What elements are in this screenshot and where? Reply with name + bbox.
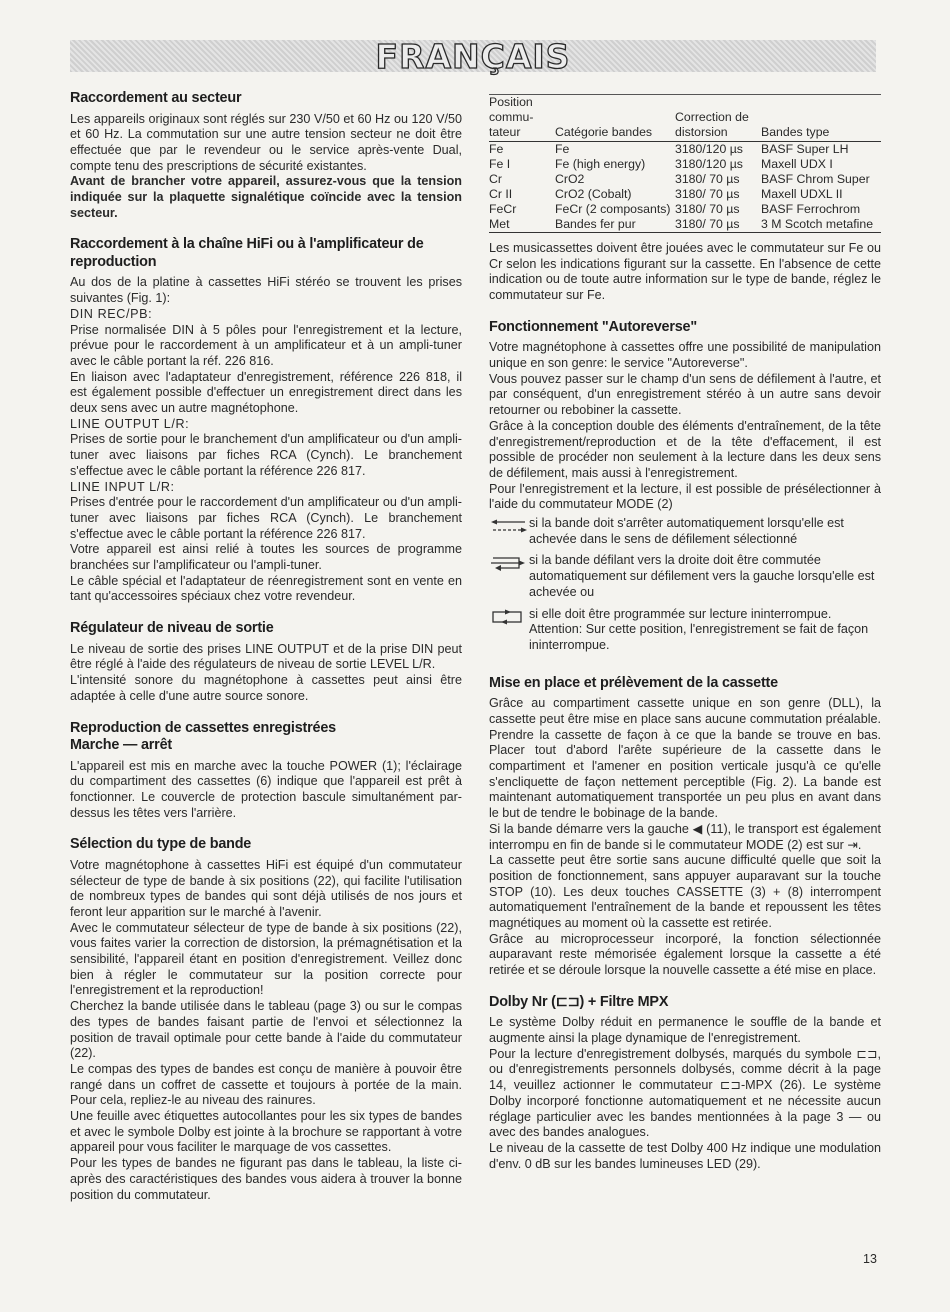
cell-categorie: FeCr (2 composants) — [555, 202, 671, 216]
col-header-categorie: Catégorie bandes — [555, 95, 675, 142]
paragraph: Pour l'enregistrement et la lecture, il est possible de présélectionner à l'aide du commutateur MODE (2) — [489, 481, 881, 512]
cell-categorie: CrO2 (Cobalt) — [555, 187, 632, 201]
cell-categorie: Fe — [555, 142, 570, 156]
heading-reproduction: Reproduction de cassettes enregistrées — [70, 719, 336, 736]
reverse-once-icon — [489, 555, 529, 571]
paragraph: Vous pouvez passer sur le champ d'un sens de défilement à l'autre, et par conséquent, d'un enregistrement stéréo à un autre sans devoir retourner ou rebobiner la cassette. — [489, 371, 881, 418]
mode-option-text: si la bande défilant vers la droite doit être commutée automatiquement sur défilement vers la gauche lorsqu'elle est achevée ou — [529, 553, 875, 599]
cell-position: Met — [489, 217, 555, 233]
continuous-loop-icon — [489, 609, 529, 625]
paragraph: Votre appareil est ainsi relié à toutes les sources de programme branchées sur l'amplificateur ou l'ampli-tuner. — [70, 542, 462, 573]
paragraph: Les musicassettes doivent être jouées avec le commutateur sur Fe ou Cr selon les indications figurant sur la cassette. En l'absence de cette indication ou de toute autre information sur le type de bande, réglez le commutateur sur Fe. — [489, 241, 881, 303]
paragraph: Si la bande démarre vers la gauche ◀ (11), le transport est également interrompu en fin de bande si le commutateur MODE (2) est sur ⇥. — [489, 821, 881, 852]
cell-bandes-type: 3 M Scotch metafine — [761, 217, 881, 233]
paragraph: Le niveau de la cassette de test Dolby 400 Hz indique une modulation d'env. 0 dB sur les bandes lumineuses LED (29). — [489, 1140, 881, 1171]
cell-bandes-type: BASF Super LH — [761, 142, 849, 156]
cell-correction: 3180/ 70 µs — [675, 202, 740, 216]
heading-mise-en-place: Mise en place et prélèvement de la cassette — [489, 674, 778, 691]
subheading-marche-arret: Marche — arrêt — [70, 737, 172, 753]
title-banner — [70, 37, 876, 76]
cell-correction: 3180/ 70 µs — [675, 217, 761, 233]
table-row — [489, 142, 881, 158]
paragraph: Les appareils originaux sont réglés sur 230 V/50 et 60 Hz ou 120 V/50 et 60 Hz. La commutation sur une autre tension secteur ne doit être effectuée que par le revendeur ou le service après-vente Dual, compte tenu des prescriptions de sécurité existantes. — [70, 111, 462, 173]
cell-categorie: Fe (high energy) — [555, 157, 646, 171]
page-number: 13 — [863, 1252, 877, 1266]
paragraph: Grâce à la conception double des éléments d'entraînement, de la tête d'enregistrement/reproduction et de la tête d'effacement, il est possible de procéder non seulement à la lecture dans les deux sens de défilement, mais aussi à l'enregistrement. — [489, 418, 881, 480]
cell-correction: 3180/ 70 µs — [675, 172, 740, 186]
page-title: FRANÇAIS — [375, 37, 571, 76]
heading-dolby: Dolby Nr (⊏⊐) + Filtre MPX — [489, 993, 669, 1010]
paragraph: Le niveau de sortie des prises LINE OUTPUT et de la prise DIN peut être réglé à l'aide des régulateurs de niveau de sortie LEVEL L/R. — [70, 641, 462, 672]
heading-raccordement-secteur: Raccordement au secteur — [70, 90, 242, 106]
table-row — [489, 172, 881, 187]
heading-selection: Sélection du type de bande — [70, 836, 252, 853]
line-output-label: LINE OUTPUT L/R: — [70, 416, 190, 431]
cell-bandes-type: Maxell UDXL II — [761, 187, 843, 201]
table-row — [489, 202, 881, 217]
heading-regulateur: Régulateur de niveau de sortie — [70, 620, 274, 637]
cell-bandes-type: BASF Ferrochrom — [761, 202, 861, 216]
cell-position: Fe I — [489, 157, 511, 171]
paragraph: Prises de sortie pour le branchement d'un amplificateur ou d'un ampli-tuner avec liaisons par fiches RCA (Cynch). Le branchement s'effectue avec le câble portant la référence 226 817. — [70, 432, 462, 478]
paragraph: L'intensité sonore du magnétophone à cassettes peut ainsi être adaptée à celle d'une autre source sonore. — [70, 673, 462, 703]
paragraph: Votre magnétophone à cassettes offre une possibilité de manipulation unique en son genre: le service "Autoreverse". — [489, 340, 881, 371]
table-row — [489, 157, 881, 172]
cell-correction: 3180/120 µs — [675, 157, 743, 171]
paragraph: Le système Dolby réduit en permanence le souffle de la bande et augmente ainsi la plage dynamique de l'enregistrement. — [489, 1015, 881, 1046]
table-header-row — [489, 95, 881, 142]
col-header-position: Position commu- tateur — [489, 95, 555, 142]
cell-categorie: Bandes fer pur — [555, 217, 675, 233]
din-label: DIN REC/PB: — [70, 306, 153, 321]
one-way-arrows-icon — [489, 518, 529, 534]
heading-autoreverse: Fonctionnement "Autoreverse" — [489, 318, 697, 335]
paragraph: Avec le commutateur sélecteur de type de bande à six positions (22), vous faites varier la correction de distorsion, la prémagnétisation et la sensibilité, l'appareil étant en position d'enregistrement. Veillez donc bien à régler le commutateur sur la position correcte pour l'enregistrement et la reproduction! — [70, 920, 462, 998]
table-row — [489, 187, 881, 202]
paragraph: Pour la lecture d'enregistrement dolbysés, marqués du symbole ⊏⊐, ou d'enregistrements personnels dolbysés, comme décrit à la page 14, veuillez actionner le commutateur ⊏⊐-MPX (26). Le système Dolby incorporé fonctionne automatiquement et ne nécessite aucun réglage particulier avec les bandes mentionnées à la page 3 — ou avec des bandes analogues. — [489, 1046, 881, 1140]
mode-option-stop — [489, 516, 881, 547]
cell-bandes-type: Maxell UDX I — [761, 157, 833, 171]
right-column — [489, 94, 881, 1172]
tape-type-table — [489, 94, 881, 233]
warning-paragraph: Avant de brancher votre appareil, assurez-vous que la tension indiquée sur la plaquette signalétique coïncide avec la tension secteur. — [70, 174, 462, 220]
paragraph: Au dos de la platine à cassettes HiFi stéréo se trouvent les prises suivantes (Fig. 1): — [70, 275, 462, 306]
paragraph: Votre magnétophone à cassettes HiFi est équipé d'un commutateur sélecteur de type de bande à six positions (22), qui facilite l'utilisation de nombreux types de bandes qui sont déjà utilisés de nos jours et feront leur apparition sur le marché à l'avenir. — [70, 857, 462, 919]
cell-position: Cr — [489, 172, 502, 186]
paragraph: Cherchez la bande utilisée dans le tableau (page 3) ou sur le compas des types de bandes faisant partie de l'envoi et sélectionnez la position de travail optimale pour cette bande à l'aide du commutateur (22). — [70, 999, 462, 1061]
cell-correction: 3180/120 µs — [675, 142, 743, 156]
paragraph: Le compas des types de bandes est conçu de manière à pouvoir être rangé dans un coffret de cassette et toujours à portée de la main. Pour cela, repliez-le au niveau des rainures. — [70, 1061, 462, 1108]
cell-bandes-type: BASF Chrom Super — [761, 172, 870, 186]
paragraph: L'appareil est mis en marche avec la touche POWER (1); l'éclairage du compartiment des cassettes (6) indique que l'appareil est prêt à fonctionner. Le couvercle de protection bascule simultanément par-dessus les têtes vers l'arrière. — [70, 758, 462, 820]
paragraph: En liaison avec l'adaptateur d'enregistrement, référence 226 818, il est également possible d'effectuer un enregistrement direct dans les deux sens avec un autre magnétophone. — [70, 369, 462, 416]
paragraph: Grâce au microprocesseur incorporé, la fonction sélectionnée auparavant reste mémorisée également lorsque la cassette a été retirée et se déroule lorsque la nouvelle cassette a été mise en place. — [489, 931, 881, 978]
paragraph: Pour les types de bandes ne figurant pas dans le tableau, la liste ci-après des caractéristiques des bandes vous aidera à trouver la bonne position du commutateur. — [70, 1156, 462, 1202]
cell-position: FeCr — [489, 202, 517, 216]
col-header-correction: Correction de distorsion — [675, 95, 761, 142]
mode-option-continuous — [489, 607, 881, 654]
table-row — [489, 217, 881, 233]
mode-option-text: si elle doit être programmée sur lecture ininterrompue. Attention: Sur cette position, l'enregistrement se fait de façon ininterrompue. — [529, 606, 869, 652]
col-header-bandes-type: Bandes type — [761, 95, 881, 142]
mode-option-reverse — [489, 553, 881, 600]
paragraph: Prises d'entrée pour le raccordement d'un amplificateur ou d'un ampli-tuner avec liaisons par fiches RCA (Cynch). Le branchement s'effectue avec le câble portant la référence 226 817. — [70, 495, 462, 541]
paragraph: Grâce au compartiment cassette unique en son genre (DLL), la cassette peut être mise en place sans aucune commutation préalable. Prendre la cassette de façon à ce que la bande se trouve en bas. Placer tout d'abord l'arête supérieure de la cassette dans le compartiment et l'amener en position verticale jusqu'à ce qu'elle s'encliquette de façon nettement perceptible (Fig. 2). La bande est maintenant automatiquement transportée un peu plus en avant dans le but de tendre le bobinage de la bande. — [489, 696, 881, 821]
paragraph: La cassette peut être sortie sans aucune difficulté quelle que soit la position de fonctionnement, sans appuyer auparavant sur la touche STOP (10). Les deux touches CASSETTE (3) + (8) interrompent automatiquement l'entraînement de la bande et repoussent les têtes magnétiques au moment où la cassette est retirée. — [489, 853, 881, 931]
paragraph: Le câble spécial et l'adaptateur de réenregistrement sont en vente en tant qu'accessoires spéciaux chez votre revendeur. — [70, 573, 462, 604]
cell-position: Fe — [489, 142, 504, 156]
paragraph: Prise normalisée DIN à 5 pôles pour l'enregistrement et la lecture, prévue pour le raccordement à un amplificateur et à un ampli-tuner avec le câble portant la réf. 226 816. — [70, 322, 462, 368]
left-column — [70, 84, 462, 1203]
mode-option-text: si la bande doit s'arrêter automatiquement lorsqu'elle est achevée dans le sens de défilement sélectionné — [529, 516, 844, 546]
heading-raccordement-hifi: Raccordement à la chaîne HiFi ou à l'amplificateur de reproduction — [70, 236, 424, 270]
cell-correction: 3180/ 70 µs — [675, 187, 740, 201]
cell-position: Cr II — [489, 187, 513, 201]
line-input-label: LINE INPUT L/R: — [70, 479, 175, 494]
paragraph: Une feuille avec étiquettes autocollantes pour les six types de bandes et avec le symbole Dolby est jointe à la brochure se rapportant à votre appareil pour vous faciliter le marquage de vos cassettes. — [70, 1109, 462, 1155]
cell-categorie: CrO2 — [555, 172, 585, 186]
